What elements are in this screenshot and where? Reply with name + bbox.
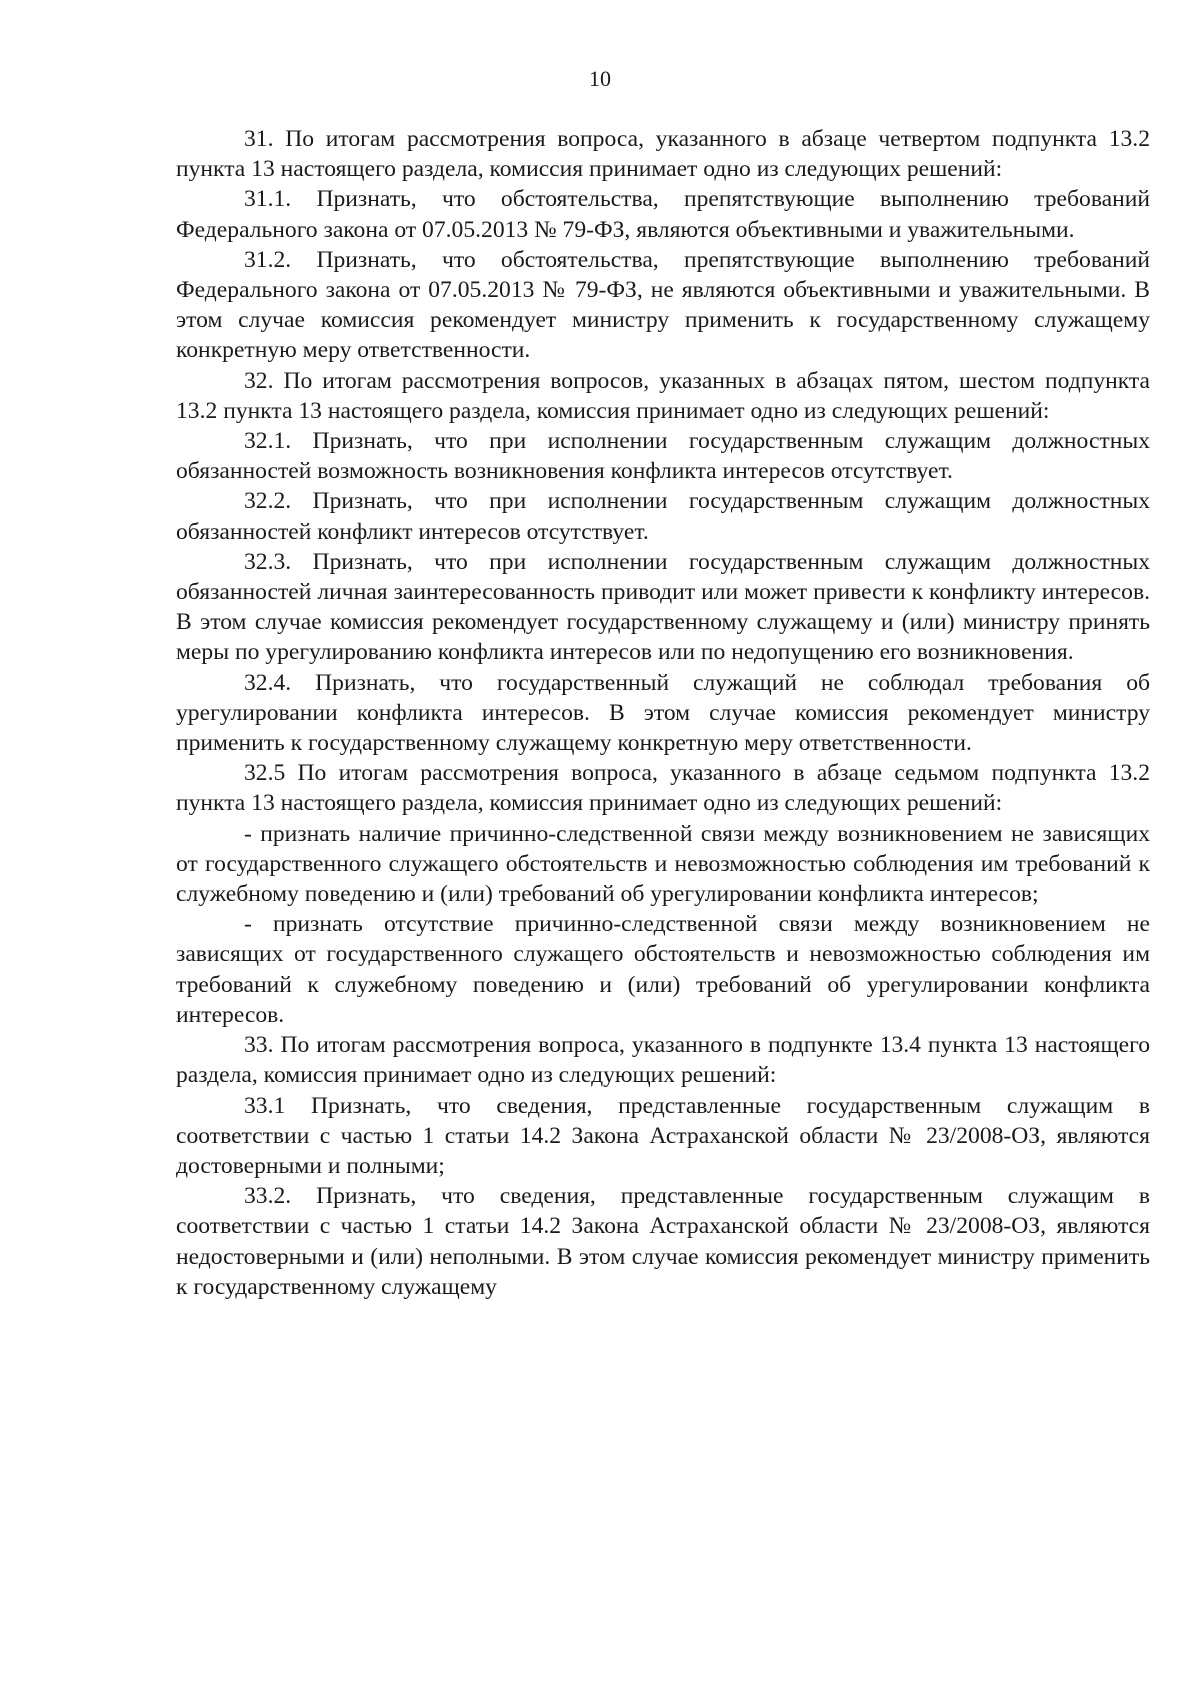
paragraph-32-5: 32.5 По итогам рассмотрения вопроса, указанного в абзаце седьмом подпункта 13.2 пункта 13 настоящего раздела, комиссия принимает одно из следующих решений:	[176, 760, 1150, 817]
page-number: 10	[589, 66, 611, 91]
paragraph-32-3: 32.3. Признать, что при исполнении государственным служащим должностных обязанностей личная заинтересованность приводит или может привести к конфликту интересов. В этом случае комиссия рекомендует государственному служащему и (или) министру принять меры по урегулированию конфликта интересов или по недопущению его возникновения.	[176, 548, 1150, 666]
paragraph-32-1: 32.1. Признать, что при исполнении государственным служащим должностных обязанностей возможность возникновения конфликта интересов отсутствует.	[176, 428, 1150, 485]
list-item-causal-link-present: - признать наличие причинно-следственной связи между возникновением не зависящих от государственного служащего обстоятельств и невозможностью соблюдения им требований к служебному поведению и (или) требований об урегулировании конфликта интересов;	[176, 820, 1150, 908]
paragraph-33-1: 33.1 Признать, что сведения, представленные государственным служащим в соответствии с частью 1 статьи 14.2 Закона Астраханской области № 23/2008-ОЗ, являются достоверными и полными;	[176, 1092, 1150, 1179]
list-item-causal-link-absent: - признать отсутствие причинно-следственной связи между возникновением не зависящих от государственного служащего обстоятельств и невозможностью соблюдения им требований к служебному поведению и (или) требований об урегулировании конфликта интересов.	[176, 911, 1150, 1028]
paragraph-32-2: 32.2. Признать, что при исполнении государственным служащим должностных обязанностей конфликт интересов отсутствует.	[176, 488, 1150, 545]
paragraph-33-2: 33.2. Признать, что сведения, представленные государственным служащим в соответствии с частью 1 статьи 14.2 Закона Астраханской области № 23/2008-ОЗ, являются недостоверными и (или) неполными. В этом случае комиссия рекомендует министру применить к государственному служащему	[176, 1183, 1150, 1300]
paragraph-32: 32. По итогам рассмотрения вопросов, указанных в абзацах пятом, шестом подпункта 13.2 пункта 13 настоящего раздела, комиссия принимает одно из следующих решений:	[176, 367, 1150, 424]
paragraph-31-2: 31.2. Признать, что обстоятельства, препятствующие выполнению требований Федерального закона от 07.05.2013 № 79-ФЗ, не являются объективными и уважительными. В этом случае комиссия рекомендует министру применить к государственному служащему конкретную меру ответственности.	[176, 246, 1150, 364]
document-body	[176, 124, 1150, 1302]
paragraph-32-4: 32.4. Признать, что государственный служащий не соблюдал требования об урегулировании конфликта интересов. В этом случае комиссия рекомендует министру применить к государственному служащему конкретную меру ответственности.	[176, 669, 1150, 757]
paragraph-31-1: 31.1. Признать, что обстоятельства, препятствующие выполнению требований Федерального закона от 07.05.2013 № 79-ФЗ, являются объективными и уважительными.	[176, 186, 1150, 243]
paragraph-33: 33. По итогам рассмотрения вопроса, указанного в подпункте 13.4 пункта 13 настоящего раздела, комиссия принимает одно из следующих решений:	[176, 1032, 1150, 1089]
paragraph-31: 31. По итогам рассмотрения вопроса, указанного в абзаце четвертом подпункта 13.2 пункта 13 настоящего раздела, комиссия принимает одно из следующих решений:	[176, 126, 1150, 183]
